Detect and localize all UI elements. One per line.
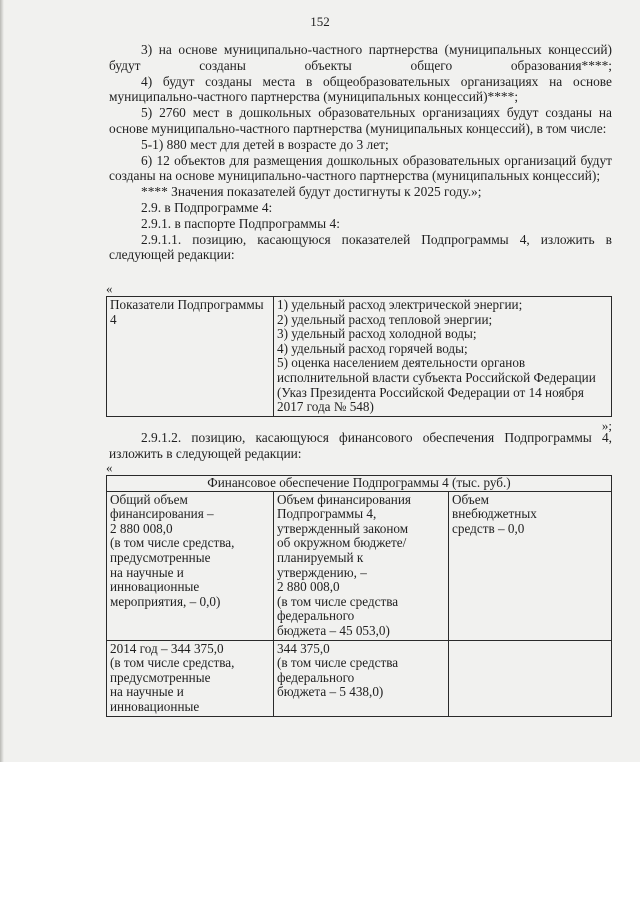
paragraph-2-9-1: 2.9.1. в паспорте Подпрограммы 4: xyxy=(141,215,340,231)
cell-line: инновационные xyxy=(110,698,200,714)
cell-line: утверждению, – xyxy=(277,564,367,580)
cell-line: мероприятия, – 0,0) xyxy=(110,593,221,609)
financing-table xyxy=(106,475,612,717)
cell-line: 2 880 008,0 xyxy=(277,579,340,595)
paragraph-2-9-1-2: 2.9.1.2. позицию, касающуюся финансового обеспечения Подпрограммы 4, изложить в следующей редакции: xyxy=(109,430,612,461)
table-row xyxy=(107,476,612,492)
cell-line: Общий объем xyxy=(110,491,188,507)
body-text-top xyxy=(109,42,612,263)
cell-line: Объем xyxy=(452,491,489,507)
year-2014-total-cell xyxy=(107,640,274,716)
cell-line: планируемый к xyxy=(277,549,364,565)
indicator-item: 5) оценка населением деятельности органов исполнительной власти субъекта Российской Федерации (Указ Президента Российской Федерации от 14 ноября 2017 года № 548) xyxy=(277,355,596,415)
paragraph-2-9: 2.9. в Подпрограмме 4: xyxy=(141,199,273,215)
cell-line: 2 880 008,0 xyxy=(110,520,173,536)
cell-line: средств – 0,0 xyxy=(452,520,525,536)
indicators-list-cell xyxy=(274,297,612,417)
page-number: 152 xyxy=(310,14,330,29)
indicator-item: 2) удельный расход тепловой энергии; xyxy=(277,311,493,327)
cell-line: 344 375,0 xyxy=(277,640,330,656)
paragraph-footnote: **** Значения показателей будут достигнуты к 2025 году.»; xyxy=(141,184,482,200)
year-2014-budget-cell xyxy=(274,640,449,716)
cell-line: предусмотренные xyxy=(110,669,211,685)
total-financing-cell xyxy=(107,491,274,640)
cell-line: Объем финансирования xyxy=(277,491,411,507)
open-quote-1: « xyxy=(106,281,113,296)
body-text-mid xyxy=(109,430,612,462)
indicators-label-cell: Показатели Подпрограммы 4 xyxy=(107,297,274,417)
cell-line: бюджета – 45 053,0) xyxy=(277,622,390,638)
indicators-table xyxy=(106,296,612,417)
cell-line: на научные и xyxy=(110,684,184,700)
scan-edge-shadow xyxy=(0,0,4,762)
cell-line: (в том числе средства, xyxy=(110,655,235,671)
cell-line: инновационные xyxy=(110,579,200,595)
closing-quote-1: »; xyxy=(601,418,612,433)
cell-line: внебюджетных xyxy=(452,506,537,522)
cell-line: (в том числе средства, xyxy=(110,535,235,551)
cell-line: (в том числе средства xyxy=(277,593,399,609)
financing-caption: Финансовое обеспечение Подпрограммы 4 (тыс. руб.) xyxy=(107,476,612,492)
paragraph-item-5: 5) 2760 мест в дошкольных образовательных организациях будут созданы на основе муниципально-частного партнерства (муниципальных концессий), в том числе: xyxy=(109,105,612,136)
open-quote-2: « xyxy=(106,460,113,475)
cell-line: Подпрограммы 4, xyxy=(277,506,377,522)
table-row xyxy=(107,297,612,417)
cell-line: финансирования – xyxy=(110,506,214,522)
budget-financing-cell xyxy=(274,491,449,640)
table-row xyxy=(107,491,612,640)
table-row xyxy=(107,640,612,716)
cell-line: на научные и xyxy=(110,564,184,580)
cell-line: предусмотренные xyxy=(110,549,211,565)
indicator-item: 3) удельный расход холодной воды; xyxy=(277,326,477,342)
paragraph-item-5-1: 5-1) 880 мест для детей в возрасте до 3 лет; xyxy=(141,136,389,152)
paragraph-2-9-1-1: 2.9.1.1. позицию, касающуюся показателей Подпрограммы 4, изложить в следующей редакции: xyxy=(109,231,612,263)
cell-line: утвержденный законом xyxy=(277,520,409,536)
paragraph-item-6: 6) 12 объектов для размещения дошкольных образовательных организаций будут созданы на основе муниципально-частного партнерства (муниципальных концессий); xyxy=(109,152,612,184)
cell-line: федерального xyxy=(277,669,355,685)
indicator-item: 4) удельный расход горячей воды; xyxy=(277,340,468,356)
paragraph-item-3: 3) на основе муниципально-частного партнерства (муниципальных концессий) будут созданы объекты общего образования****; xyxy=(109,42,612,73)
extrabudget-cell xyxy=(449,491,612,640)
paragraph-item-4: 4) будут созданы места в общеобразовательных организациях на основе муниципально-частного партнерства (муниципальных концессий)****; xyxy=(109,73,612,105)
cell-line: об окружном бюджете/ xyxy=(277,535,407,551)
indicator-item: 1) удельный расход электрической энергии; xyxy=(277,297,523,312)
cell-line: федерального xyxy=(277,608,355,624)
year-2014-extrabudget-cell xyxy=(449,640,612,716)
cell-line: бюджета – 5 438,0) xyxy=(277,684,384,700)
cell-line: 2014 год – 344 375,0 xyxy=(110,640,224,656)
cell-line: (в том числе средства xyxy=(277,655,399,671)
